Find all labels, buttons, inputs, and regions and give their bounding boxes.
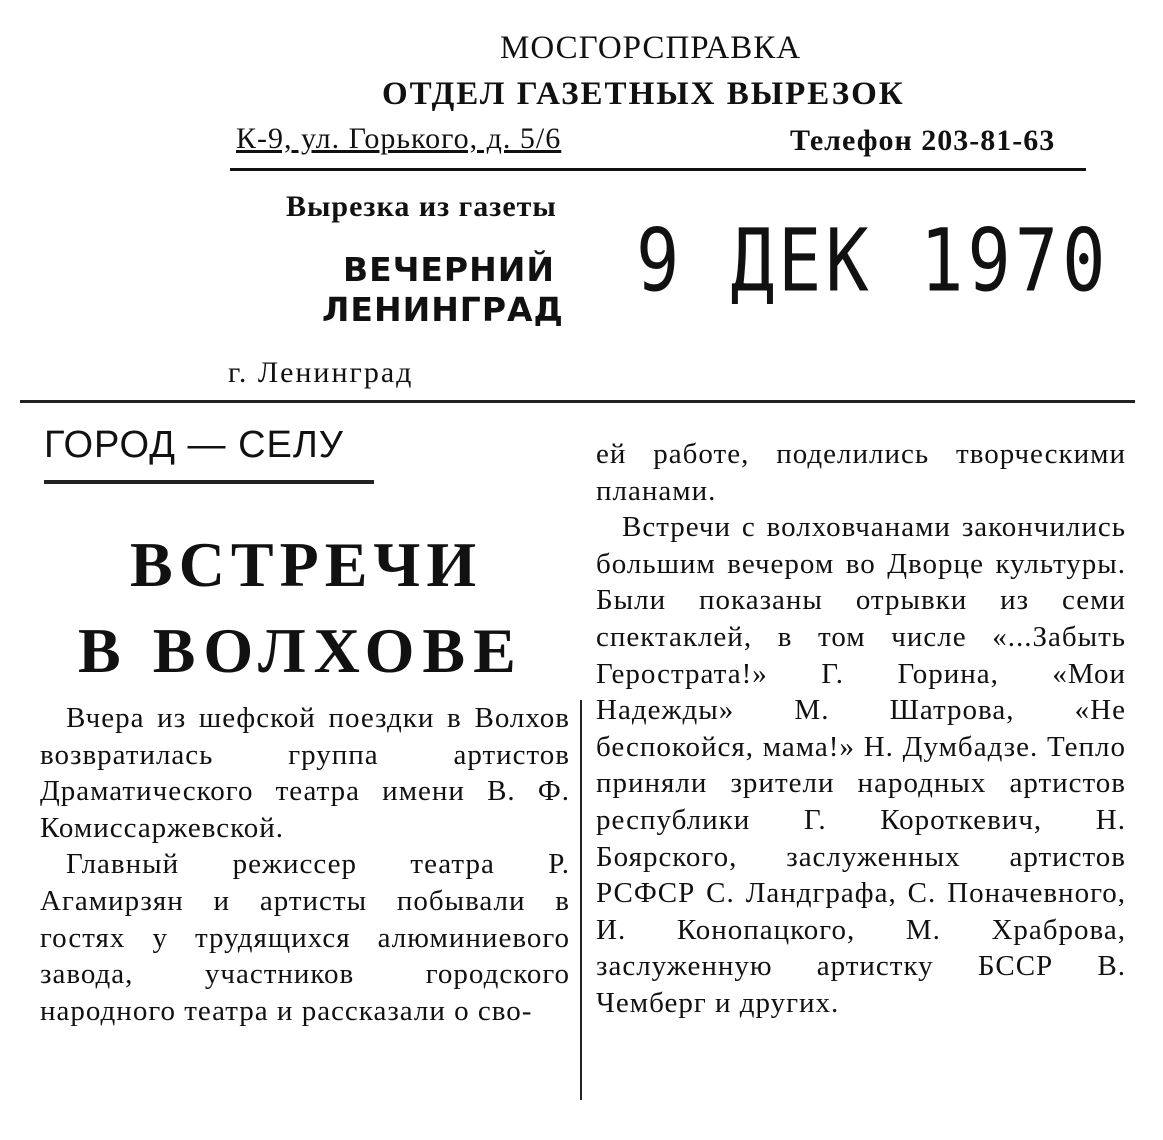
section-rule: [20, 400, 1135, 403]
column-divider: [580, 700, 582, 1100]
agency-name: МОСГОРСПРАВКА: [500, 30, 802, 66]
paragraph: Вчера из шефской поездки в Волхов возвратилась группа артистов Драматического театра имени В. Ф. Комиссаржевской.: [40, 702, 570, 844]
agency-phone: Телефон 203-81-63: [790, 124, 1056, 157]
article-column-right: [596, 436, 1126, 1022]
headline-line2: В ВОЛХОВЕ: [78, 615, 524, 686]
rubric: ГОРОД — СЕЛУ: [44, 424, 344, 466]
date-stamp: 9 ДЕК 1970: [636, 210, 1110, 311]
cut-label: Вырезка из газеты: [286, 190, 557, 223]
header-rule: [230, 168, 1086, 171]
newspaper-name-line1: ВЕЧЕРНИЙ: [343, 250, 555, 289]
paragraph: ей работе, поделились творческими планами.: [596, 438, 1126, 507]
headline-line1: ВСТРЕЧИ: [130, 529, 483, 600]
paragraph: Встречи с волховчанами закончились большим вечером во Дворце культуры. Были показаны отрывки из семи спектаклей, в том числе «...Забыть Герострата!» Г. Горина, «Мои Надежды» М. Шатрова, «Не беспокойся, мама!» Н. Думбадзе. Тепло приняли зрители народных артистов республики Г. Короткевич, Н. Боярского, заслуженных артистов РСФСР С. Ландграфа, С. Поначевного, И. Конопацкого, М. Храброва, заслуженную артистку БССР В. Чемберг и других.: [596, 511, 1126, 1019]
city-label: г. Ленинград: [228, 356, 414, 389]
rubric-underline: [44, 480, 374, 484]
agency-address: К-9, ул. Горького, д. 5/6: [236, 122, 562, 155]
department-name: ОТДЕЛ ГАЗЕТНЫХ ВЫРЕЗОК: [382, 76, 905, 112]
newspaper-name-line2: ЛЕНИНГРАД: [322, 290, 564, 329]
paragraph: Главный режиссер театра Р. Агамирзян и артисты побывали в гостях у трудящихся алюминиевого завода, участников городского народного театра и рассказали о сво-: [40, 848, 570, 1027]
article-column-left: [40, 700, 570, 1029]
